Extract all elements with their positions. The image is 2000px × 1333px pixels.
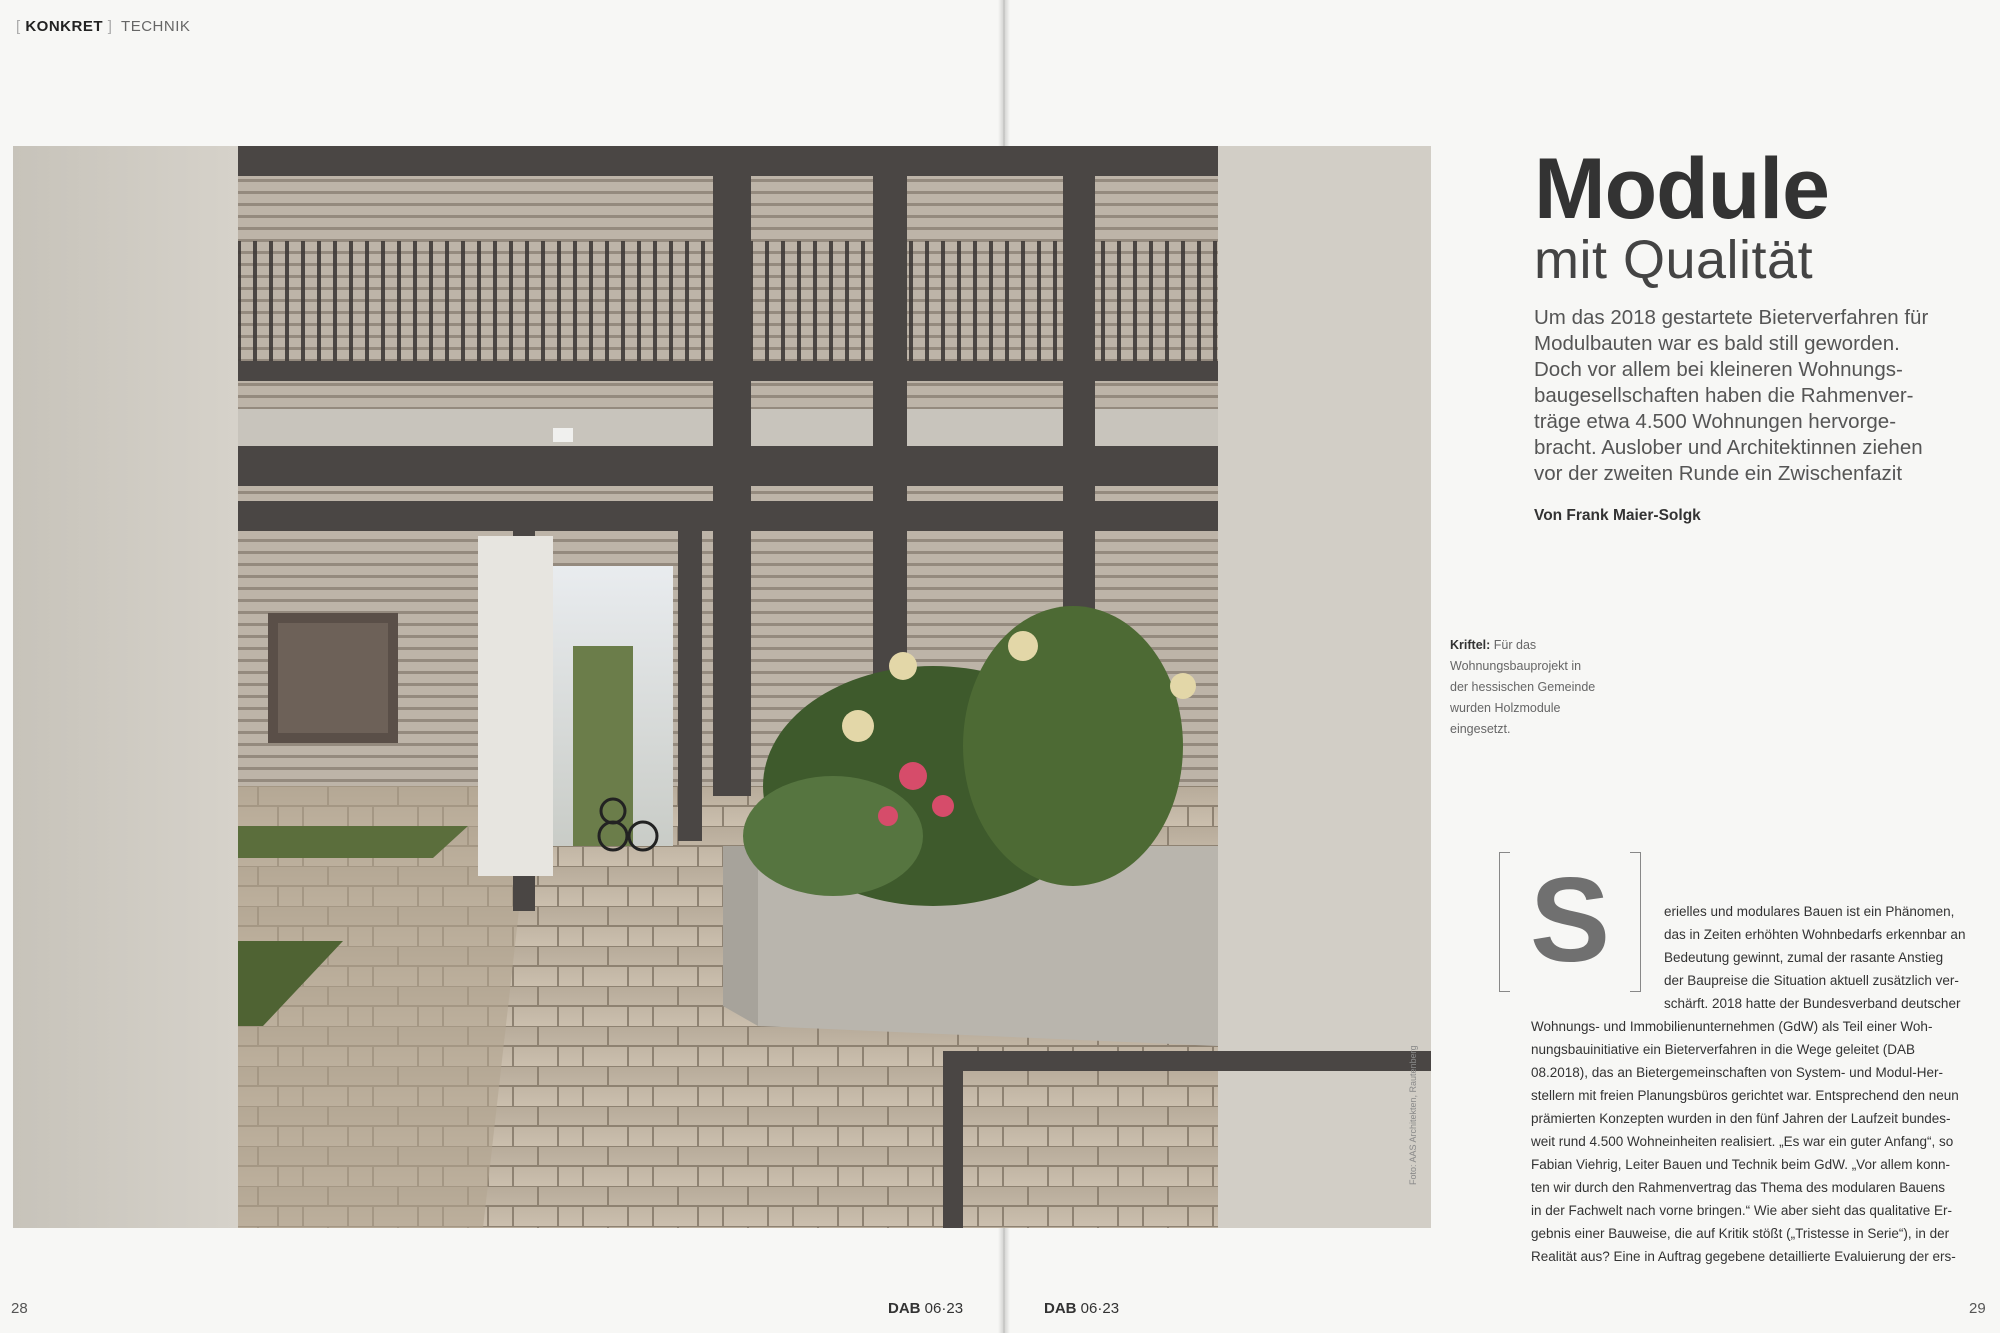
page-number-right: 29	[1969, 1300, 1986, 1317]
hero-photo	[13, 146, 1431, 1228]
article-lead	[1534, 305, 1934, 487]
caption-line: eingesetzt.	[1450, 722, 1511, 736]
dropcap-letter: S	[1529, 853, 1611, 987]
body-line: Wohnungs- und Immobilienunternehmen (GdW) als Teil einer Woh-	[1531, 1019, 1933, 1034]
body-line: prämierten Konzepten wurden in den fünf Jahren der Laufzeit bundes-	[1531, 1111, 1951, 1126]
header-section: KONKRET	[25, 18, 104, 35]
header-subsection: TECHNIK	[121, 18, 191, 35]
body-line: stellern mit freien Planungsbüros gerichtet war. Entsprechend den neun	[1531, 1088, 1959, 1103]
lead-line: bracht. Auslober und Architektinnen ziehen	[1534, 436, 1923, 459]
body-line: Fabian Viehrig, Leiter Bauen und Technik beim GdW. „Vor allem konn-	[1531, 1157, 1950, 1172]
lead-line: Doch vor allem bei kleineren Wohnungs-	[1534, 358, 1903, 381]
article-subtitle: mit Qualität	[1534, 230, 1814, 290]
courtyard-illustration	[13, 146, 1431, 1228]
article-title: Module	[1534, 141, 1829, 237]
body-line: der Baupreise die Situation aktuell zusätzlich ver-	[1664, 973, 1959, 988]
photo-credit: Foto: AAS Architekten, Rautenberg	[1408, 1045, 1418, 1185]
section-header	[16, 18, 190, 35]
body-line: in der Fachwelt nach vorne bringen.“ Wie aber sieht das qualitative Er-	[1531, 1203, 1952, 1218]
header-bracket-open: [	[16, 18, 21, 35]
magazine-footer-right	[1044, 1300, 1119, 1317]
caption-line: Für das	[1493, 638, 1537, 652]
magazine-issue: 06·23	[924, 1300, 964, 1317]
body-line: weit rund 4.500 Wohneinheiten realisiert. „Es war ein guter Anfang“, so	[1531, 1134, 1954, 1149]
photo-caption	[1450, 635, 1630, 740]
caption-line: wurden Holzmodule	[1450, 701, 1561, 715]
body-line: erielles und modulares Bauen ist ein Phänomen,	[1664, 904, 1955, 919]
page-number-left: 28	[11, 1300, 28, 1317]
magazine-name: DAB	[888, 1300, 921, 1317]
body-line: schärft. 2018 hatte der Bundesverband deutscher	[1664, 996, 1961, 1011]
caption-label: Kriftel:	[1450, 638, 1491, 652]
dropcap	[1499, 852, 1641, 990]
header-bracket-close: ]	[107, 18, 113, 35]
lead-line: Modulbauten war es bald still geworden.	[1534, 332, 1900, 355]
magazine-issue: 06·23	[1080, 1300, 1120, 1317]
article-byline: Von Frank Maier-Solgk	[1534, 507, 1701, 524]
body-line: 08.2018), das an Bietergemeinschaften von System- und Modul-Her-	[1531, 1065, 1943, 1080]
lead-line: Um das 2018 gestartete Bieterverfahren für	[1534, 306, 1929, 329]
body-line: Realität aus? Eine in Auftrag gegebene detaillierte Evaluierung der ers-	[1531, 1249, 1956, 1264]
lead-line: vor der zweiten Runde ein Zwischenfazit	[1534, 462, 1903, 485]
body-line: Bedeutung gewinnt, zumal der rasante Anstieg	[1664, 950, 1944, 965]
lead-line: baugesellschaften haben die Rahmenver-	[1534, 384, 1914, 407]
body-line: ten wir durch den Rahmenvertrag das Thema des modularen Bauens	[1531, 1180, 1945, 1195]
body-line: das in Zeiten erhöhten Wohnbedarfs erkennbar an	[1664, 927, 1966, 942]
caption-line: der hessischen Gemeinde	[1450, 680, 1596, 694]
caption-line: Wohnungsbauprojekt in	[1450, 659, 1582, 673]
body-line: gebnis einer Bauweise, die auf Kritik stößt („Tristesse in Serie“), in der	[1531, 1226, 1950, 1241]
lead-line: träge etwa 4.500 Wohnungen hervorge-	[1534, 410, 1897, 433]
magazine-name: DAB	[1044, 1300, 1077, 1317]
magazine-footer-left	[888, 1300, 963, 1317]
body-line: nungsbauinitiative ein Bieterverfahren in die Wege geleitet (DAB	[1531, 1042, 1915, 1057]
